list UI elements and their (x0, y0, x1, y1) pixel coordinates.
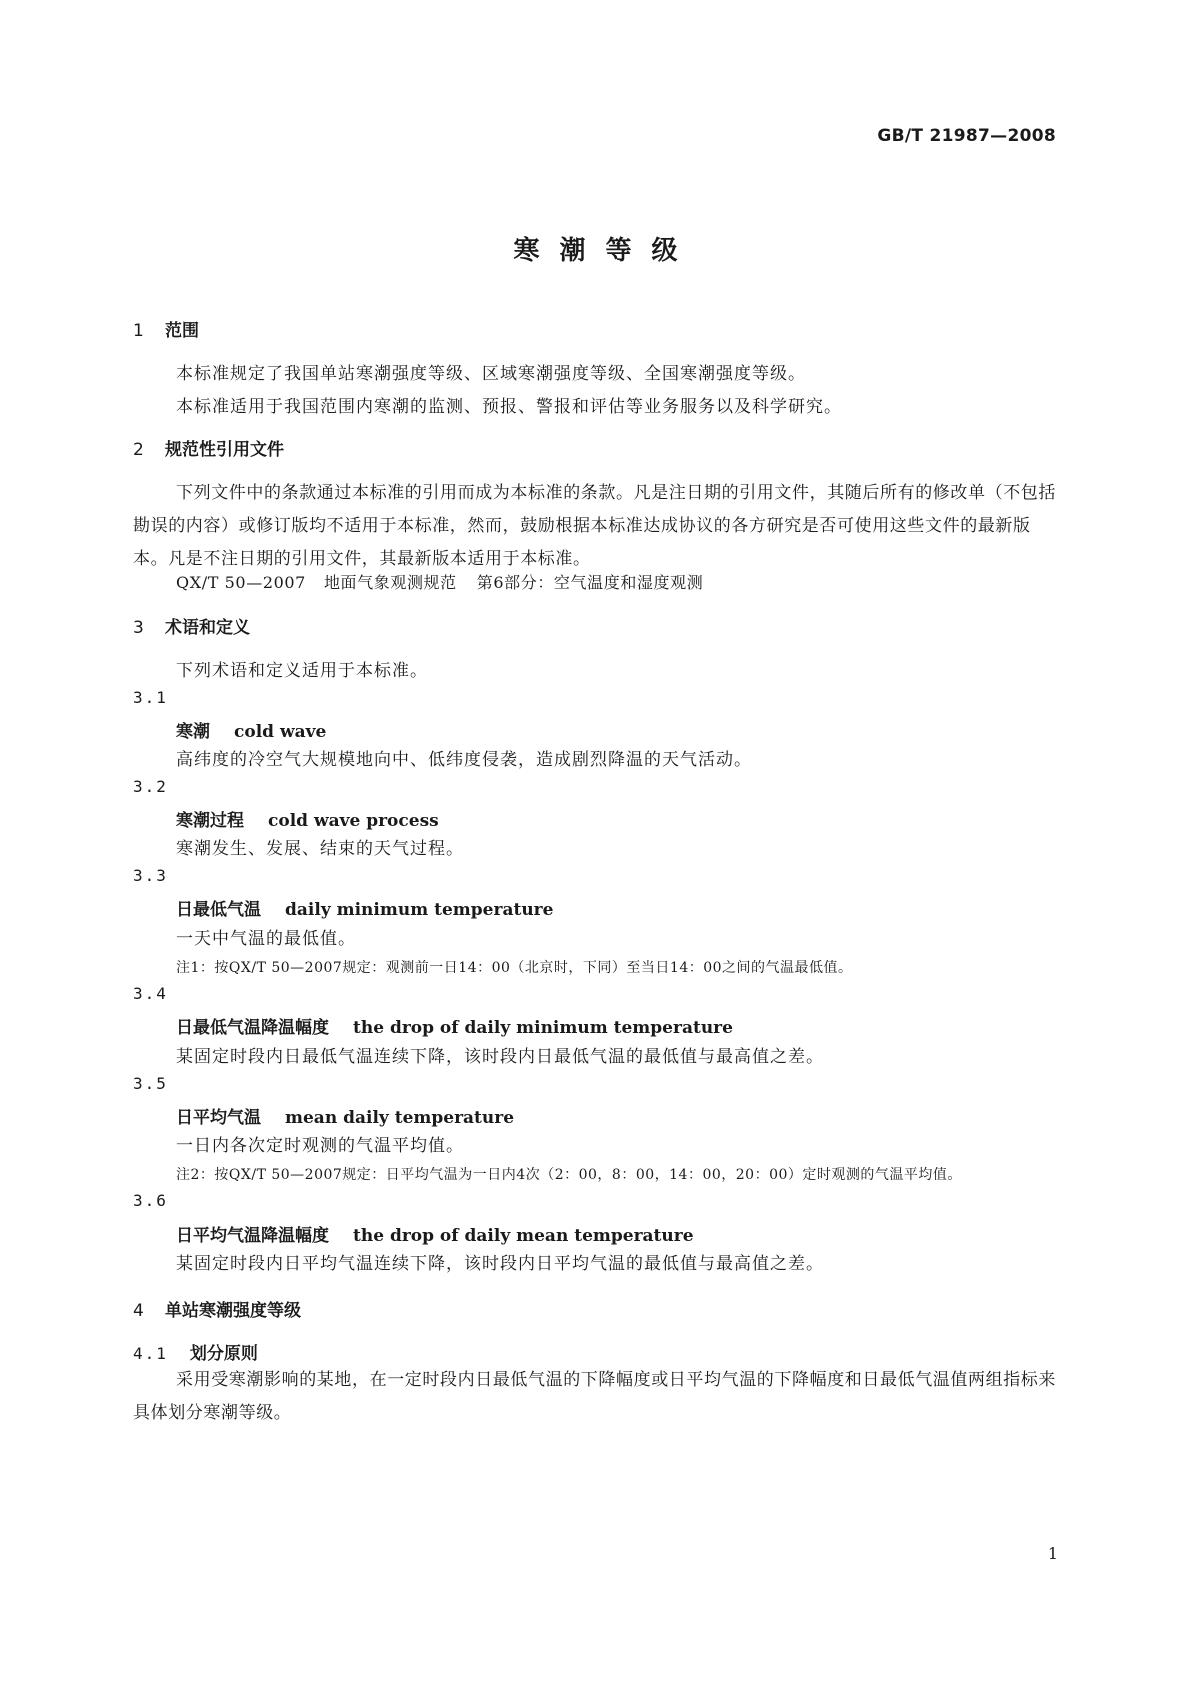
paragraph: 本标准适用于我国范围内寒潮的监测、预报、警报和评估等业务服务以及科学研究。 (176, 397, 842, 417)
section-number: 1 (133, 321, 144, 341)
clause-number: 3.5 (133, 1074, 168, 1093)
subsection-title: 划分原则 (189, 1344, 258, 1364)
term-zh: 寒潮过程 (176, 811, 244, 831)
paragraph-text: 采用受寒潮影响的某地，在一定时段内日最低气温的下降幅度或日平均气温的下降幅度和日最低气温值两组指标来具体划分寒潮等级。 (133, 1370, 1056, 1423)
paragraph: 下列术语和定义适用于本标准。 (176, 661, 428, 681)
term-entry (176, 895, 553, 920)
term-zh: 日最低气温 (176, 900, 261, 920)
subsection-number: 4.1 (133, 1344, 168, 1363)
term-zh: 寒潮 (176, 722, 210, 742)
reference-name: 地面气象观测规范 (323, 573, 457, 592)
term-zh: 日平均气温降温幅度 (176, 1226, 329, 1246)
term-definition: 寒潮发生、发展、结束的天气过程。 (176, 839, 464, 859)
section-4-heading (133, 1296, 301, 1321)
term-en: cold wave (234, 722, 327, 742)
section-number: 3 (133, 618, 144, 638)
term-en: the drop of daily mean temperature (353, 1226, 694, 1246)
section-title: 范围 (165, 321, 199, 341)
section-number: 4 (133, 1301, 144, 1321)
paragraph-text: 下列文件中的条款通过本标准的引用而成为本标准的条款。凡是注日期的引用文件，其随后所有的修改单（不包括勘误的内容）或修订版均不适用于本标准，然而，鼓励根据本标准达成协议的各方研究是否可使用这些文件的最新版本。凡是不注日期的引用文件，其最新版本适用于本标准。 (133, 483, 1056, 569)
term-entry (176, 806, 439, 831)
term-en: cold wave process (268, 811, 439, 831)
section-number: 2 (133, 440, 144, 460)
term-definition: 一天中气温的最低值。 (176, 929, 356, 949)
clause-number: 3.4 (133, 984, 168, 1003)
paragraph (133, 1364, 1058, 1430)
clause-number: 3.3 (133, 866, 168, 885)
term-definition: 某固定时段内日平均气温连续下降，该时段内日平均气温的最低值与最高值之差。 (176, 1254, 824, 1274)
section-title: 单站寒潮强度等级 (165, 1301, 301, 1321)
term-definition: 高纬度的冷空气大规模地向中、低纬度侵袭，造成剧烈降温的天气活动。 (176, 750, 752, 770)
term-en: the drop of daily minimum temperature (353, 1018, 733, 1038)
reference-code: QX/T 50—2007 (176, 573, 306, 592)
term-note: 注1：按QX/T 50—2007规定：观测前一日14：00（北京时，下同）至当日14：00之间的气温最低值。 (176, 960, 853, 976)
subsection-heading (133, 1339, 258, 1364)
term-en: daily minimum temperature (285, 900, 554, 920)
reference-part: 第6部分：空气温度和湿度观测 (476, 573, 704, 592)
term-definition: 某固定时段内日最低气温连续下降，该时段内日最低气温的最低值与最高值之差。 (176, 1047, 824, 1067)
section-1-heading (133, 316, 199, 341)
term-definition: 一日内各次定时观测的气温平均值。 (176, 1136, 464, 1156)
paragraph (133, 477, 1058, 576)
section-title: 术语和定义 (165, 618, 250, 638)
term-zh: 日平均气温 (176, 1108, 261, 1128)
term-entry (176, 1103, 514, 1128)
section-title: 规范性引用文件 (165, 440, 284, 460)
clause-number: 3.1 (133, 688, 168, 707)
normative-reference (176, 570, 703, 593)
term-entry (176, 1013, 733, 1038)
term-zh: 日最低气温降温幅度 (176, 1018, 329, 1038)
page-number: 1 (1047, 1544, 1058, 1563)
term-entry (176, 1221, 694, 1246)
term-entry (176, 717, 326, 742)
section-3-heading (133, 613, 250, 638)
clause-number: 3.2 (133, 777, 168, 796)
document-title: 寒潮等级 (513, 236, 698, 266)
standard-number: GB/T 21987—2008 (877, 126, 1056, 146)
section-2-heading (133, 435, 284, 460)
paragraph: 本标准规定了我国单站寒潮强度等级、区域寒潮强度等级、全国寒潮强度等级。 (176, 364, 806, 384)
term-en: mean daily temperature (285, 1108, 515, 1128)
clause-number: 3.6 (133, 1191, 168, 1210)
term-note: 注2：按QX/T 50—2007规定：日平均气温为一日内4次（2：00，8：00，14：00，20：00）定时观测的气温平均值。 (176, 1167, 962, 1183)
